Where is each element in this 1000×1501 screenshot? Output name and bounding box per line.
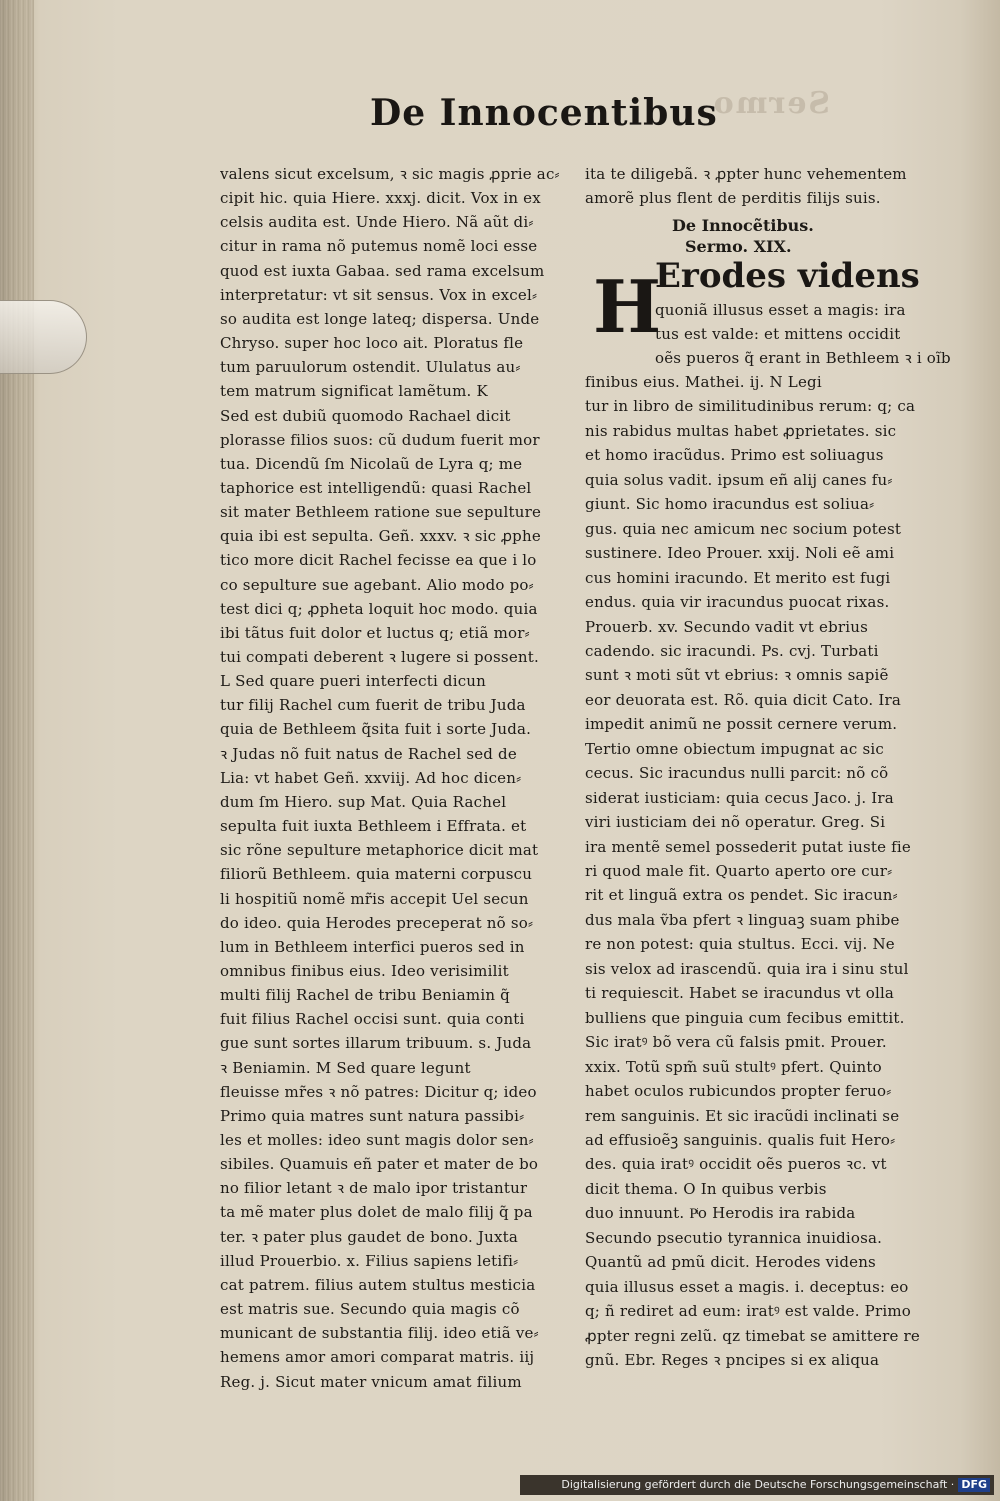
text-line: illud Prouerbio. x. Filius sapiens letifi⸗ xyxy=(220,1251,519,1270)
text-line: ta mẽ mater plus dolet de malo filij q̃ pa xyxy=(220,1203,533,1222)
text-line: ita te diligebã. ꝛ ꝓpter hunc vehementem xyxy=(585,165,907,183)
text-line: Reg. j. Sicut mater vnicum amat filium xyxy=(220,1372,522,1391)
text-line: endus. quia vir iracundus puocat rixas. xyxy=(585,593,890,612)
text-line: sepulta fuit iuxta Bethleem i Effrata. et xyxy=(220,817,527,836)
text-line: Sed est dubiũ quomodo Rachael dicit xyxy=(220,406,511,425)
text-line: filiorũ Bethleem. quia materni corpuscu xyxy=(220,865,533,884)
text-line: ter. ꝛ pater plus gaudet de bono. Juxta xyxy=(220,1227,518,1246)
text-line: quia illusus esset a magis. i. deceptus: eo xyxy=(585,1277,909,1296)
text-line: dum ſm Hiero. sup Mat. Quia Rachel xyxy=(220,792,507,811)
dfg-logo: DFG xyxy=(958,1478,990,1492)
text-line: gnũ. Ebr. Reges ꝛ pncipes si ex aliqua xyxy=(585,1351,880,1369)
text-line: tua. Dicendũ ſm Nicolaũ de Lyra q; me xyxy=(220,454,523,473)
text-line: giunt. Sic homo iracundus est soliua⸗ xyxy=(585,495,875,514)
text-line: nis rabidus multas habet ꝓprietates. sic xyxy=(585,421,897,440)
text-line: omnibus finibus eius. Ideo verisimilit xyxy=(220,961,509,980)
text-line: oẽs pueros q̃ erant in Bethleem ꝛ i oĩb xyxy=(655,349,951,367)
text-line: ad effusioẽꝫ sanguinis. qualis fuit Hero⸗ xyxy=(585,1130,896,1149)
text-line: et homo iracũdus. Primo est soliuagus xyxy=(585,446,884,465)
text-line: dus mala ṽba pfert ꝛ linguaꝫ suam phibe xyxy=(585,910,900,929)
text-line: do ideo. quia Herodes preceperat nõ so⸗ xyxy=(220,913,534,932)
sermon-heading-number: Sermo. XIX. xyxy=(685,237,792,256)
text-line: hemens amor amori comparat matris. iij xyxy=(220,1348,535,1367)
text-line: tum paruulorum ostendit. Ululatus au⸗ xyxy=(220,358,521,377)
text-line: tem matrum significat lamẽtum. K xyxy=(220,382,488,401)
bookmark-strip xyxy=(0,300,87,374)
incipit-words: Erodes videns xyxy=(655,256,920,296)
text-line: bulliens que pinguia cum fecibus emittit. xyxy=(585,1008,905,1027)
text-line: quoniã illusus esset a magis: ira xyxy=(655,301,906,319)
text-line: des. quia iratꝰ occidit oẽs pueros ꝛc. vt xyxy=(585,1155,887,1174)
text-line: so audita est longe lateq; dispersa. Unde xyxy=(220,309,540,328)
footer-text: Digitalisierung gefördert durch die Deutsche Forschungsgemeinschaft · xyxy=(561,1478,955,1491)
text-line: ibi tãtus fuit dolor et luctus q; etiã mor⸗ xyxy=(220,623,530,642)
text-line: rem sanguinis. Et sic iracũdi inclinati se xyxy=(585,1106,900,1125)
text-line: les et molles: ideo sunt magis dolor sen⸗ xyxy=(220,1131,534,1149)
sermon-heading-title: De Innocẽtibus. xyxy=(672,216,814,235)
text-line: Tertio omne obiectum impugnat ac sic xyxy=(585,739,884,758)
text-line: ꝛ Beniamin. M Sed quare legunt xyxy=(220,1058,471,1077)
text-line: re non potest: quia stultus. Ecci. vij. Ne xyxy=(585,935,895,954)
text-line: eor deuorata est. Rõ. quia dicit Cato. Ira xyxy=(585,690,901,709)
text-line: co sepulture sue agebant. Alio modo po⸗ xyxy=(220,575,534,594)
text-line: tico more dicit Rachel fecisse ea que i lo xyxy=(220,551,537,570)
text-line: lum in Bethleem interfici pueros sed in xyxy=(220,937,525,956)
digitization-footer xyxy=(520,1475,994,1495)
text-line: est matris sue. Secundo quia magis cõ xyxy=(220,1300,520,1319)
text-line: tus est valde: et mittens occidit xyxy=(655,325,901,343)
text-line: viri iusticiam dei nõ operatur. Greg. Si xyxy=(585,813,886,832)
bleed-through-text: Sermo xyxy=(711,86,830,121)
text-line: quia ibi est sepulta. Geñ. xxxv. ꝛ sic ꝓphe xyxy=(220,527,541,546)
text-line: ti requiescit. Habet se iracundus vt olla xyxy=(585,984,895,1003)
text-line: xxix. Totũ spm̃ suũ stultꝰ pfert. Quinto xyxy=(585,1057,882,1076)
text-line: fleuisse mr̃es ꝛ nõ patres: Dicitur q; ideo xyxy=(220,1082,537,1101)
text-line: Prouerb. xv. Secundo vadit vt ebrius xyxy=(585,617,868,636)
text-line: cat patrem. filius autem stultus mesticia xyxy=(220,1275,536,1294)
text-line: Quantũ ad pmũ dicit. Herodes videns xyxy=(585,1253,876,1272)
text-line: li hospitiũ nomẽ mr̃is accepit Uel secun xyxy=(220,889,529,908)
text-line: rit et linguã extra os pendet. Sic iracun⸗ xyxy=(585,886,898,905)
drop-cap-initial: H xyxy=(593,264,662,349)
text-line: cecus. Sic iracundus nulli parcit: nõ cõ xyxy=(585,764,889,783)
text-line: quia solus vadit. ipsum eñ alij canes fu⸗ xyxy=(585,470,893,489)
text-line: Sic iratꝰ bõ vera cũ falsis pmit. Prouer. xyxy=(585,1033,887,1052)
text-line: impedit animũ ne possit cernere verum. xyxy=(585,715,898,734)
text-line: q; ñ rediret ad eum: iratꝰ est valde. Primo xyxy=(585,1302,911,1321)
text-line: Lia: vt habet Geñ. xxviij. Ad hoc dicen⸗ xyxy=(220,768,522,787)
text-line: test dici q; ꝓpheta loquit hoc modo. quia xyxy=(220,599,538,618)
text-line: Chryso. super hoc loco ait. Ploratus fle xyxy=(220,334,524,353)
text-line: L Sed quare pueri interfecti dicun xyxy=(220,672,487,691)
text-line: ꝓpter regni zelũ. qz timebat se amittere re xyxy=(585,1326,920,1345)
page-title: De Innocentibus xyxy=(370,92,718,134)
text-line: taphorice est intelligendũ: quasi Rachel xyxy=(220,478,532,497)
text-line: cus homini iracundo. Et merito est fugi xyxy=(585,568,891,587)
text-line: sibiles. Quamuis eñ pater et mater de bo xyxy=(220,1155,539,1174)
text-line: cipit hic. quia Hiere. xxxj. dicit. Vox in ex xyxy=(220,189,541,208)
text-line: quia de Bethleem q̃sita fuit i sorte Juda. xyxy=(220,720,532,739)
text-line: celsis audita est. Unde Hiero. Nã aũt di⸗ xyxy=(220,213,534,232)
text-line: sic rõne sepulture metaphorice dicit mat xyxy=(220,841,539,860)
text-line: duo innuunt. Pͥo Herodis ira rabida xyxy=(585,1204,856,1223)
text-line: sit mater Bethleem ratione sue sepulture xyxy=(220,503,542,522)
text-line: habet oculos rubicundos propter feruo⸗ xyxy=(585,1082,892,1101)
text-line: tui compati deberent ꝛ lugere si possent. xyxy=(220,648,539,666)
text-line: Primo quia matres sunt natura passibi⸗ xyxy=(220,1106,525,1125)
text-line: citur in rama nõ putemus nomẽ loci esse xyxy=(220,237,538,256)
text-line: multi filij Rachel de tribu Beniamin q̃ xyxy=(220,986,510,1005)
text-line: cadendo. sic iracundi. Ps. cvj. Turbati xyxy=(585,641,879,660)
text-line: quod est iuxta Gabaa. sed rama excelsum xyxy=(220,261,545,280)
text-line: tur in libro de similitudinibus rerum: q; ca xyxy=(585,397,916,416)
text-line: siderat iusticiam: quia cecus Jaco. j. Ira xyxy=(585,788,894,807)
text-line: fuit filius Rachel occisi sunt. quia conti xyxy=(220,1010,525,1029)
text-line: sis velox ad irascendũ. quia ira i sinu stul xyxy=(585,959,909,978)
text-line: ira mentẽ semel possederit putat iuste fie xyxy=(585,837,911,856)
text-line: Secundo psecutio tyrannica inuidiosa. xyxy=(585,1228,883,1247)
text-line: valens sicut excelsum, ꝛ sic magis ꝓprie ac⸗ xyxy=(220,165,560,183)
text-line: amorẽ plus flent de perditis filijs suis. xyxy=(585,189,881,207)
text-line: ꝛ Judas nõ fuit natus de Rachel sed de xyxy=(220,744,517,763)
text-line: gue sunt sortes illarum tribuum. s. Juda xyxy=(220,1034,532,1053)
text-line: sunt ꝛ moti sũt vt ebrius: ꝛ omnis sapiẽ xyxy=(585,666,889,685)
page-edges xyxy=(0,0,34,1501)
text-line: finibus eius. Mathei. ij. N Legi xyxy=(585,373,822,391)
text-line: ri quod male fit. Quarto aperto ore cur⸗ xyxy=(585,862,893,880)
text-line: tur filij Rachel cum fuerit de tribu Juda xyxy=(220,696,526,715)
text-line: gus. quia nec amicum nec socium potest xyxy=(585,519,902,538)
text-line: interpretatur: vt sit sensus. Vox in excel⸗ xyxy=(220,285,538,304)
text-line: sustinere. Ideo Prouer. xxij. Noli eẽ ami xyxy=(585,544,895,563)
text-line: no filior letant ꝛ de malo ipor tristantur xyxy=(220,1179,528,1198)
text-line: plorasse filios suos: cũ dudum fuerit mor xyxy=(220,430,540,449)
text-line: dicit thema. O In quibus verbis xyxy=(585,1179,827,1198)
text-line: municant de substantia filij. ideo etiã ve⸗ xyxy=(220,1324,539,1343)
